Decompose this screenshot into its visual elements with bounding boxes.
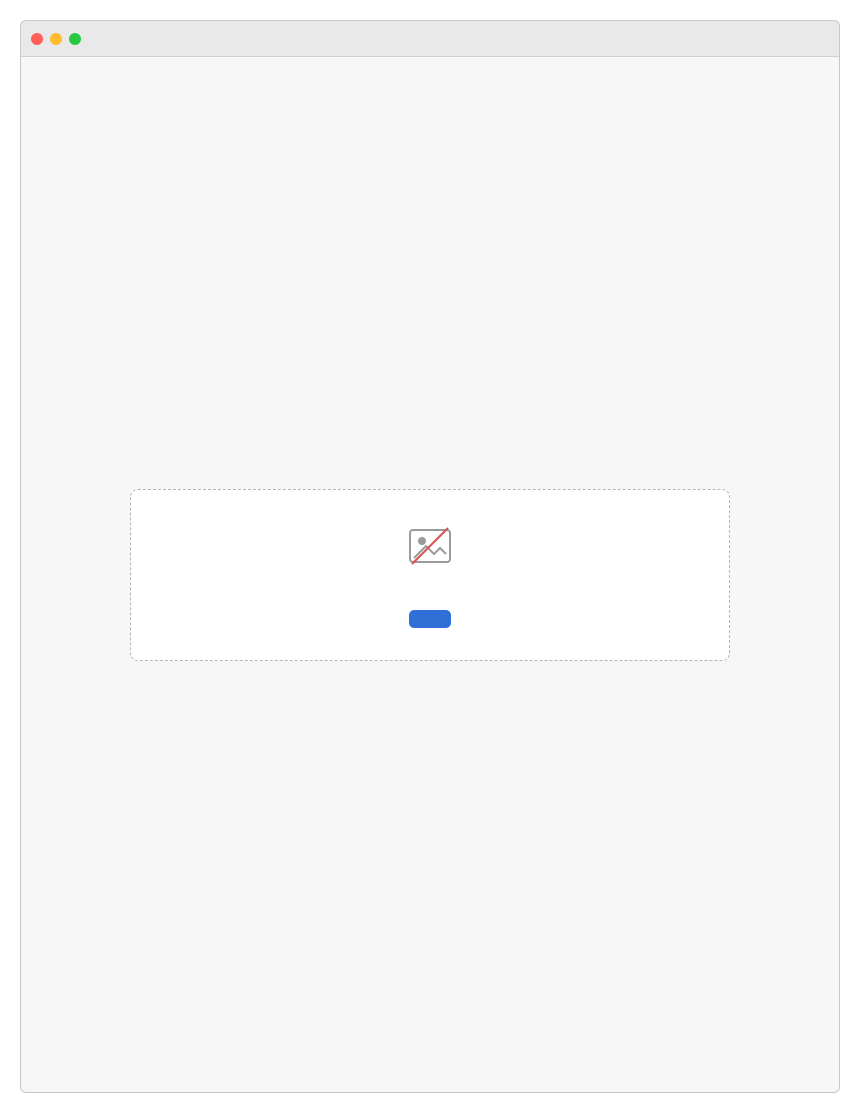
maximize-window-button[interactable] xyxy=(69,33,81,45)
title-bar xyxy=(21,21,839,57)
retry-button[interactable] xyxy=(409,610,451,628)
placeholder-panel xyxy=(130,489,730,661)
close-window-button[interactable] xyxy=(31,33,43,45)
main-content xyxy=(21,57,839,1092)
image-missing-icon xyxy=(406,522,454,570)
app-window xyxy=(20,20,840,1093)
minimize-window-button[interactable] xyxy=(50,33,62,45)
